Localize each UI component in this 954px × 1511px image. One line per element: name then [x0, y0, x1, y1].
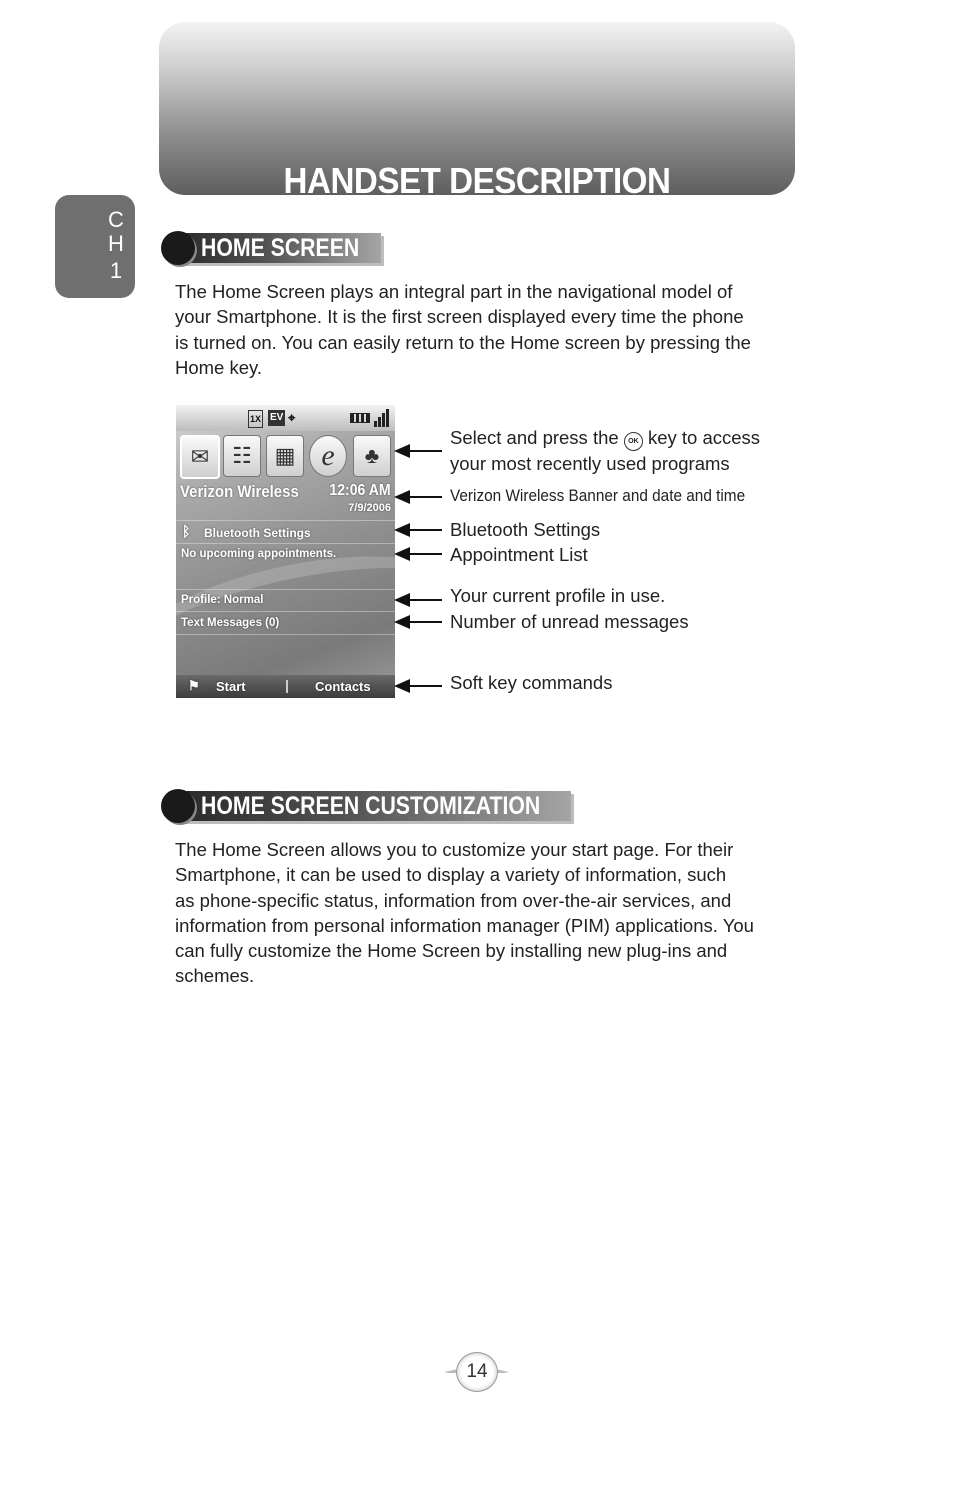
chapter-title-banner	[159, 22, 795, 201]
chapter-letter: C	[108, 207, 124, 232]
softkey-start: Start	[216, 679, 246, 694]
softkey-contacts: Contacts	[315, 679, 371, 694]
paragraph-line: information from personal information manager (PIM) applications. You	[175, 914, 754, 936]
section-heading-bar	[179, 233, 381, 263]
annotation-bluetooth: Bluetooth Settings	[450, 519, 601, 540]
recent-programs-bar	[176, 431, 395, 481]
annotation-text: key to access	[647, 427, 761, 448]
paragraph-line: schemes.	[175, 965, 255, 987]
divider	[176, 611, 395, 612]
battery-icon	[350, 413, 370, 423]
callout-arrow	[398, 553, 442, 555]
1x-icon: 1X	[248, 410, 263, 428]
paragraph-line: as phone-specific status, information from over-the-air services, and	[175, 889, 732, 911]
annotation-text: your most recently used programs	[450, 453, 730, 474]
phone-home-screen-image	[176, 405, 395, 698]
page-title: HANDSET DESCRIPTION	[283, 160, 671, 201]
phone-status-bar	[176, 405, 395, 431]
home-screen-description	[175, 279, 795, 380]
callout-arrow	[398, 621, 442, 623]
internet-explorer-icon: e	[309, 435, 347, 477]
customization-description	[175, 837, 795, 989]
paragraph-line: The Home Screen allows you to customize your start page. For their	[175, 839, 734, 860]
carrier-banner: Verizon Wireless	[180, 482, 299, 501]
divider	[176, 589, 395, 590]
divider	[176, 520, 395, 521]
chapter-number: 1	[109, 258, 123, 283]
envelope-icon: ✉	[180, 435, 220, 479]
section-heading-bar	[179, 791, 571, 821]
paragraph-line: Home key.	[175, 356, 263, 378]
callout-arrow	[398, 496, 442, 498]
contacts-icon: ☷	[223, 435, 261, 477]
callout-arrow	[398, 450, 442, 452]
page-number-ornament	[495, 1369, 555, 1373]
softkey-divider	[286, 680, 288, 693]
clock-date: 7/9/2006	[348, 502, 391, 514]
annotation-banner: Verizon Wireless Banner and date and time	[450, 487, 746, 505]
appointments-item: No upcoming appointments.	[181, 548, 337, 560]
softkey-bar	[176, 675, 395, 698]
clock-time: 12:06 AM	[329, 482, 391, 499]
callout-arrow	[398, 529, 442, 531]
annotation-recent-programs	[450, 425, 760, 477]
section-bullet-icon	[161, 231, 195, 265]
text-messages-item: Text Messages (0)	[181, 617, 280, 629]
divider	[176, 634, 395, 635]
annotation-profile: Your current profile in use.	[450, 585, 666, 606]
signal-icon	[374, 409, 390, 427]
paragraph-line: your Smartphone. It is the first screen displayed every time the phone	[175, 306, 744, 328]
calendar-icon: ▦	[266, 435, 304, 477]
profile-item: Profile: Normal	[181, 594, 264, 606]
bluetooth-settings-item: Bluetooth Settings	[204, 526, 311, 540]
paragraph-line: is turned on. You can easily return to the Home screen by pressing the	[175, 331, 751, 353]
solitaire-icon: ♣	[353, 435, 391, 477]
chapter-tab	[55, 195, 135, 298]
annotation-text: Select and press the	[450, 427, 619, 448]
divider	[176, 543, 395, 544]
annotation-softkeys: Soft key commands	[450, 672, 613, 693]
section-heading-text: HOME SCREEN CUSTOMIZATION	[201, 792, 541, 820]
chapter-letter: H	[108, 231, 124, 256]
annotation-appointment: Appointment List	[450, 544, 588, 565]
section-bullet-icon	[161, 789, 195, 823]
ok-key-icon: OK	[624, 432, 643, 451]
paragraph-line: Smartphone, it can be used to display a variety of information, such	[175, 864, 727, 886]
callout-arrow	[398, 685, 442, 687]
paragraph-line: can fully customize the Home Screen by installing new plug-ins and	[175, 940, 728, 962]
roaming-icon: ⌖	[288, 410, 296, 425]
annotation-messages: Number of unread messages	[450, 611, 689, 632]
paragraph-line: The Home Screen plays an integral part in the navigational model of	[175, 281, 733, 302]
ev-icon: EV	[268, 410, 285, 426]
bluetooth-icon: ᛒ	[182, 523, 191, 539]
windows-flag-icon: ⚑	[188, 678, 200, 693]
page-number: 14	[456, 1352, 498, 1392]
section-heading-text: HOME SCREEN	[201, 234, 360, 262]
callout-arrow	[398, 599, 442, 601]
